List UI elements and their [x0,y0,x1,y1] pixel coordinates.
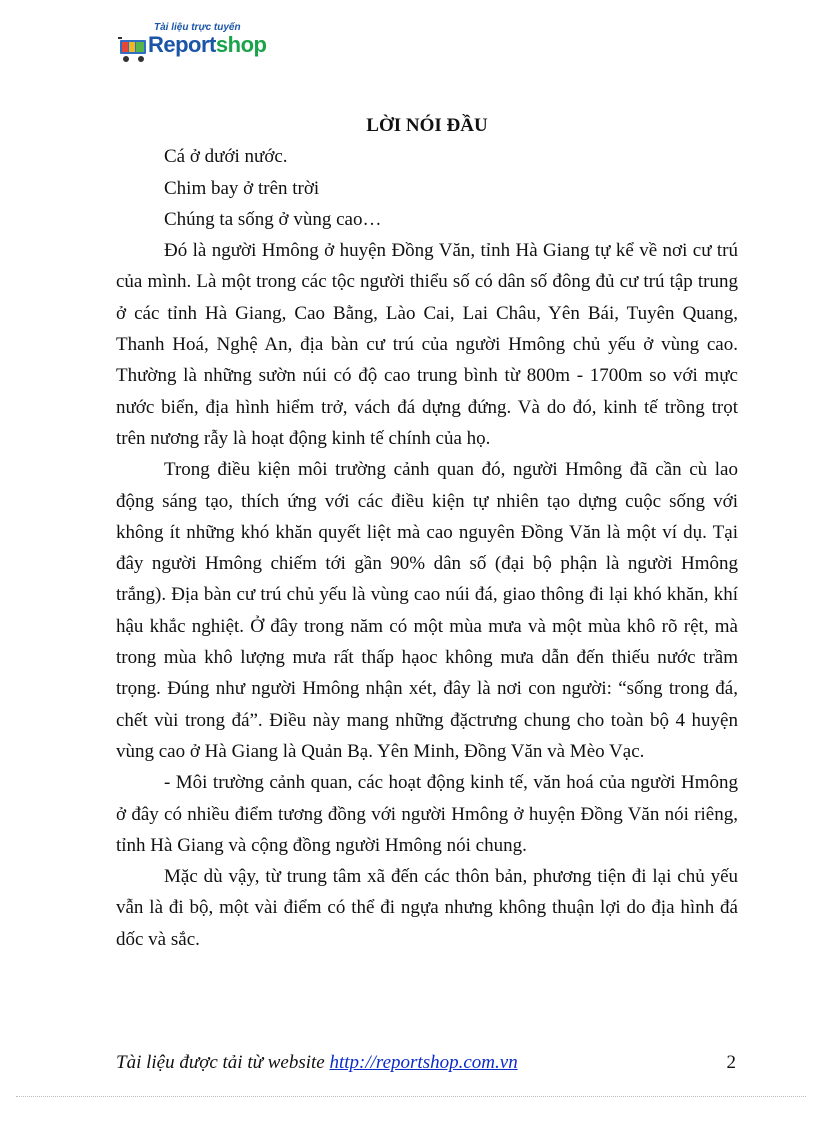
verse-line: Chúng ta sống ở vùng cao… [164,208,382,230]
reportshop-logo [118,22,288,84]
logo-word-report: Report [148,32,216,57]
footer-website-link[interactable]: http://reportshop.com.vn [329,1052,518,1073]
logo-tagline: Tài liệu trực tuyến [154,22,241,33]
paragraph: Trong điều kiện môi trường cảnh quan đó, người Hmông đã cần cù lao động sáng tạo, thích ứng với các điều kiện tự nhiên tạo dựng cuộc sống với không ít những khó khăn quyết liệt mà cao nguyên Đồng Văn là một ví dụ. Tại đây người Hmông chiếm tới gần 90% dân số (đại bộ phận là người Hmông trắng). Địa bàn cư trú chủ yếu là vùng cao núi đá, giao thông đi lại khó khăn, khí hậu khắc nghiệt. Ở đây trong năm có một mùa mưa và một mùa khô rõ rệt, mà trong mùa khô lượng mưa rất thấp hạoc không mưa dẫn đến thiếu nước trầm trọng. Đúng như người Hmông nhận xét, đây là nơi con người: “sống trong đá, chết vùi trong đá”. Điều này mang những đặctrưng chung cho toàn bộ 4 huyện vùng cao ở Hà Giang là Quản Bạ. Yên Minh, Đồng Văn và Mèo Vạc. [116,459,738,762]
verse-line: Chim bay ở trên trời [164,177,320,199]
page-title: LỜI NÓI ĐẦU [366,115,488,136]
document-body [116,110,738,955]
logo-wordmark [148,32,266,58]
logo-word-shop: shop [215,32,267,57]
page-bottom-divider [16,1096,806,1097]
page-footer [116,1052,738,1074]
paragraph: - Môi trường cảnh quan, các hoạt động kinh tế, văn hoá của người Hmông ở đây có nhiều điểm tương đồng với người Hmông ở huyện Đồng Văn nói riêng, tỉnh Hà Giang và cộng đồng người Hmông nói chung. [116,772,738,856]
paragraph: Mặc dù vậy, từ trung tâm xã đến các thôn bản, phương tiện đi lại chủ yếu vẫn là đi bộ, một vài điểm có thể đi ngựa nhưng không thuận lợi do địa hình đá dốc và sắc. [116,866,738,950]
footer-text: Tài liệu được tải từ website [116,1052,330,1073]
verse-line: Cá ở dưới nước. [164,146,288,168]
page-number: 2 [726,1052,736,1073]
shopping-cart-icon [118,36,152,64]
paragraph: Đó là người Hmông ở huyện Đồng Văn, tỉnh Hà Giang tự kể về nơi cư trú của mình. Là một trong các tộc người thiểu số có dân số đông đủ cư trú tập trung ở các tỉnh Hà Giang, Cao Bằng, Lào Cai, Lai Châu, Yên Bái, Tuyên Quang, Thanh Hoá, Nghệ An, địa bàn cư trú của người Hmông chủ yếu ở vùng cao. Thường là những sườn núi có độ cao trung bình từ 800m - 1700m so với mực nước biển, địa hình hiểm trở, vách đá dựng đứng. Và do đó, kinh tế trồng trọt trên nương rẫy là hoạt động kinh tế chính của họ. [116,240,738,449]
